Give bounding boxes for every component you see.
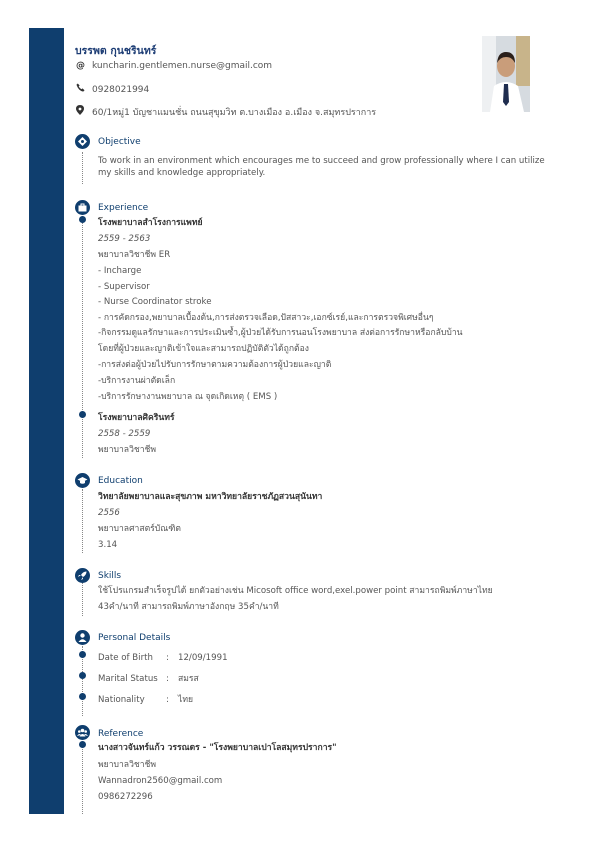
job-line: -การส่งต่อผู้ป่วยไปรับการรักษาตามความต้องการผู้ป่วยและญาติ (98, 360, 332, 370)
person-icon (75, 630, 90, 645)
personal-row (98, 674, 199, 685)
at-icon: @ (76, 61, 85, 71)
reference-phone: 0986272296 (98, 792, 153, 802)
skills-title: Skills (98, 571, 122, 581)
skills-text: ใช้โปรแกรมสำเร็จรูปได้ ยกตัวอย่างเช่น Micosoft office word,exel.power point สามารถพิมพ์ภาษาไทย (98, 586, 493, 596)
profile-photo (482, 36, 530, 112)
reference-title: Reference (98, 729, 144, 739)
education-year: 2556 (98, 508, 120, 518)
experience-title: Experience (98, 203, 149, 213)
job-line: -กิจกรรมดูแลรักษาและการประเมินซ้ำ,ผู้ป่วยได้รับการนอนโรงพยาบาล ส่งต่อการรักษาหรือกลับบ้าน (98, 328, 463, 338)
education-gpa: 3.14 (98, 540, 118, 550)
timeline-line (82, 216, 83, 458)
phone-text: 0928021994 (92, 85, 150, 95)
email-row (76, 61, 272, 71)
group-icon (75, 725, 90, 740)
job-line: - Incharge (98, 266, 142, 276)
personal-details-title: Personal Details (98, 633, 171, 643)
reference-name: นางสาวจันทร์แก้ว วรรณดร - "โรงพยาบาลเปาโลสมุทรปราการ" (98, 743, 337, 753)
colon: : (166, 653, 169, 663)
job-line: - Supervisor (98, 282, 150, 292)
education-school: วิทยาลัยพยาบาลและสุขภาพ มหาวิทยาลัยราชภัฏสวนสุนันทา (98, 492, 323, 502)
personal-value: 12/09/1991 (178, 653, 228, 663)
job-period: 2558 - 2559 (98, 429, 151, 439)
timeline-line (82, 489, 83, 553)
education-title: Education (98, 476, 143, 486)
colon: : (166, 674, 169, 684)
timeline-dot (79, 741, 86, 748)
personal-value: ไทย (178, 695, 194, 705)
address-row (76, 105, 376, 119)
job-line: โดยที่ผู้ป่วยและญาติเข้าใจและสามารถปฏิบัติตัวได้ถูกต้อง (98, 344, 309, 354)
job-line: - Nurse Coordinator stroke (98, 297, 212, 307)
rocket-icon (75, 568, 90, 583)
skills-text: 43คำ/นาที สามารถพิมพ์ภาษาอังกฤษ 35คำ/นาที (98, 602, 279, 612)
job-company: โรงพยาบาลสำโรงการแพทย์ (98, 218, 203, 228)
timeline-dot (79, 672, 86, 679)
phone-icon (76, 83, 88, 95)
timeline-line (82, 741, 83, 814)
timeline-dot (79, 411, 86, 418)
colon: : (166, 695, 169, 705)
job-period: 2559 - 2563 (98, 234, 151, 244)
job-line: พยาบาลวิชาชีพ ER (98, 250, 171, 260)
objective-text: To work in an environment which encourages me to succeed and grow professionally where I can utilize my skills and knowledge appropriately. (98, 156, 545, 178)
timeline-line (82, 583, 83, 616)
job-line: -บริการรักษางานพยาบาล ณ จุดเกิดเหตุ ( EMS ) (98, 392, 278, 402)
timeline-dot (79, 651, 86, 658)
reference-email: Wannadron2560@gmail.com (98, 776, 223, 786)
education-degree: พยาบาลศาสตร์บัณฑิต (98, 524, 181, 534)
email-text: kuncharin.gentlemen.nurse@gmail.com (92, 61, 273, 71)
target-icon (75, 134, 90, 149)
timeline-dot (79, 216, 86, 223)
job-company: โรงพยาบาลศิครินทร์ (98, 413, 175, 423)
personal-label: Marital Status (98, 674, 158, 684)
personal-row (98, 653, 228, 664)
reference-position: พยาบาลวิชาชีพ (98, 760, 157, 770)
candidate-name: บรรพต กุนชรินทร์ (75, 45, 157, 57)
personal-label: Nationality (98, 695, 145, 705)
briefcase-icon (75, 200, 90, 215)
location-pin-icon (76, 105, 88, 118)
timeline-line (82, 152, 83, 184)
objective-title: Objective (98, 137, 141, 147)
graduation-cap-icon (75, 473, 90, 488)
address-text: 60/1หมู่1 บัญชาแมนชั่น ถนนสุขุมวิท ต.บางเมือง อ.เมือง จ.สมุทรปราการ (92, 108, 377, 118)
job-line: -บริการงานผ่าตัดเล็ก (98, 376, 176, 386)
personal-label: Date of Birth (98, 653, 153, 663)
personal-value: สมรส (178, 674, 199, 684)
job-line: - การคัดกรอง,พยาบาลเบื้องต้น,การส่งตรวจเลือด,ปัสสาวะ,เอกซ์เรย์,และการตรวจพิเศษอื่นๆ (98, 313, 434, 323)
phone-row (76, 83, 149, 95)
job-line: พยาบาลวิชาชีพ (98, 445, 157, 455)
sidebar-band (29, 28, 64, 814)
personal-row (98, 695, 193, 706)
timeline-dot (79, 693, 86, 700)
